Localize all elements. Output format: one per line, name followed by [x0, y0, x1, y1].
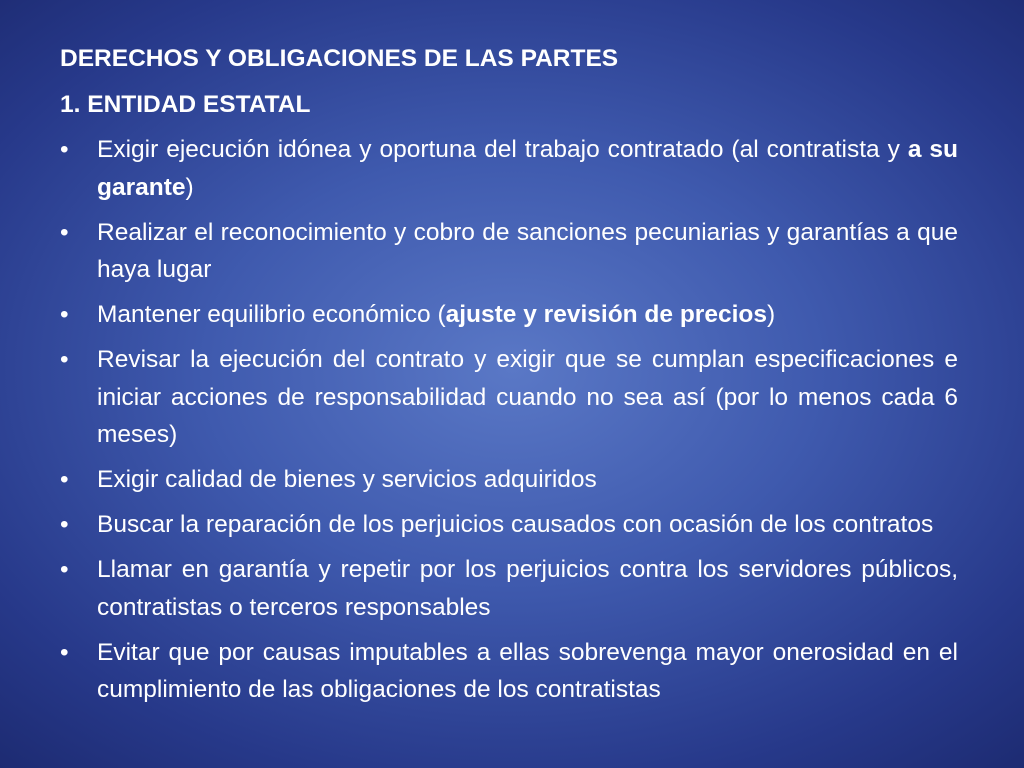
bullet-icon: •: [60, 556, 69, 583]
list-item-text-end: ): [766, 301, 776, 328]
list-item: [60, 214, 958, 289]
list-item-bold-text: a su garante: [97, 136, 958, 201]
bullet-icon: •: [60, 346, 69, 373]
bullet-icon: •: [60, 638, 69, 666]
list-item-text: Buscar la reparación de los perjuicios causados con ocasión de los contratos: [97, 511, 934, 538]
list-item: [60, 341, 958, 454]
list-item-text: Evitar que por causas imputables a ellas sobrevenga mayor onerosidad en el cumplimiento de las obligaciones de los contratistas: [97, 638, 958, 703]
list-item-text: Revisar la ejecución del contrato y exigir que se cumplan especificaciones e iniciar acciones de responsabilidad cuando no sea así (por lo menos cada 6 meses): [97, 346, 958, 448]
list-item: [60, 296, 958, 334]
list-item-text: Mantener equilibrio económico (: [97, 301, 446, 328]
list-item-text-end: ): [185, 173, 194, 201]
list-item: [60, 131, 958, 206]
list-item: [60, 461, 958, 499]
list-item: [60, 506, 958, 544]
bullet-icon: •: [60, 466, 69, 493]
slide-title: DERECHOS Y OBLIGACIONES DE LAS PARTES: [60, 45, 619, 72]
list-item-text: Realizar el reconocimiento y cobro de sanciones pecuniarias y garantías a que haya lugar: [97, 218, 958, 283]
list-item: [60, 634, 958, 709]
bullet-icon: •: [60, 511, 69, 538]
list-item-text: Exigir ejecución idónea y oportuna del trabajo contratado (al contratista y: [97, 136, 908, 163]
list-item-text: Exigir calidad de bienes y servicios adquiridos: [97, 466, 597, 493]
list-item-bold-text: ajuste y revisión de precios: [445, 301, 767, 328]
bullet-icon: •: [60, 301, 69, 328]
bullet-icon: •: [60, 136, 69, 163]
bullet-icon: •: [60, 218, 69, 246]
section-heading: 1. ENTIDAD ESTATAL: [60, 90, 311, 118]
slide-content: [60, 40, 958, 716]
list-item-text: Llamar en garantía y repetir por los perjuicios contra los servidores públicos, contratistas o terceros responsables: [97, 556, 958, 621]
bullet-list: [60, 131, 958, 709]
list-item: [60, 551, 958, 626]
